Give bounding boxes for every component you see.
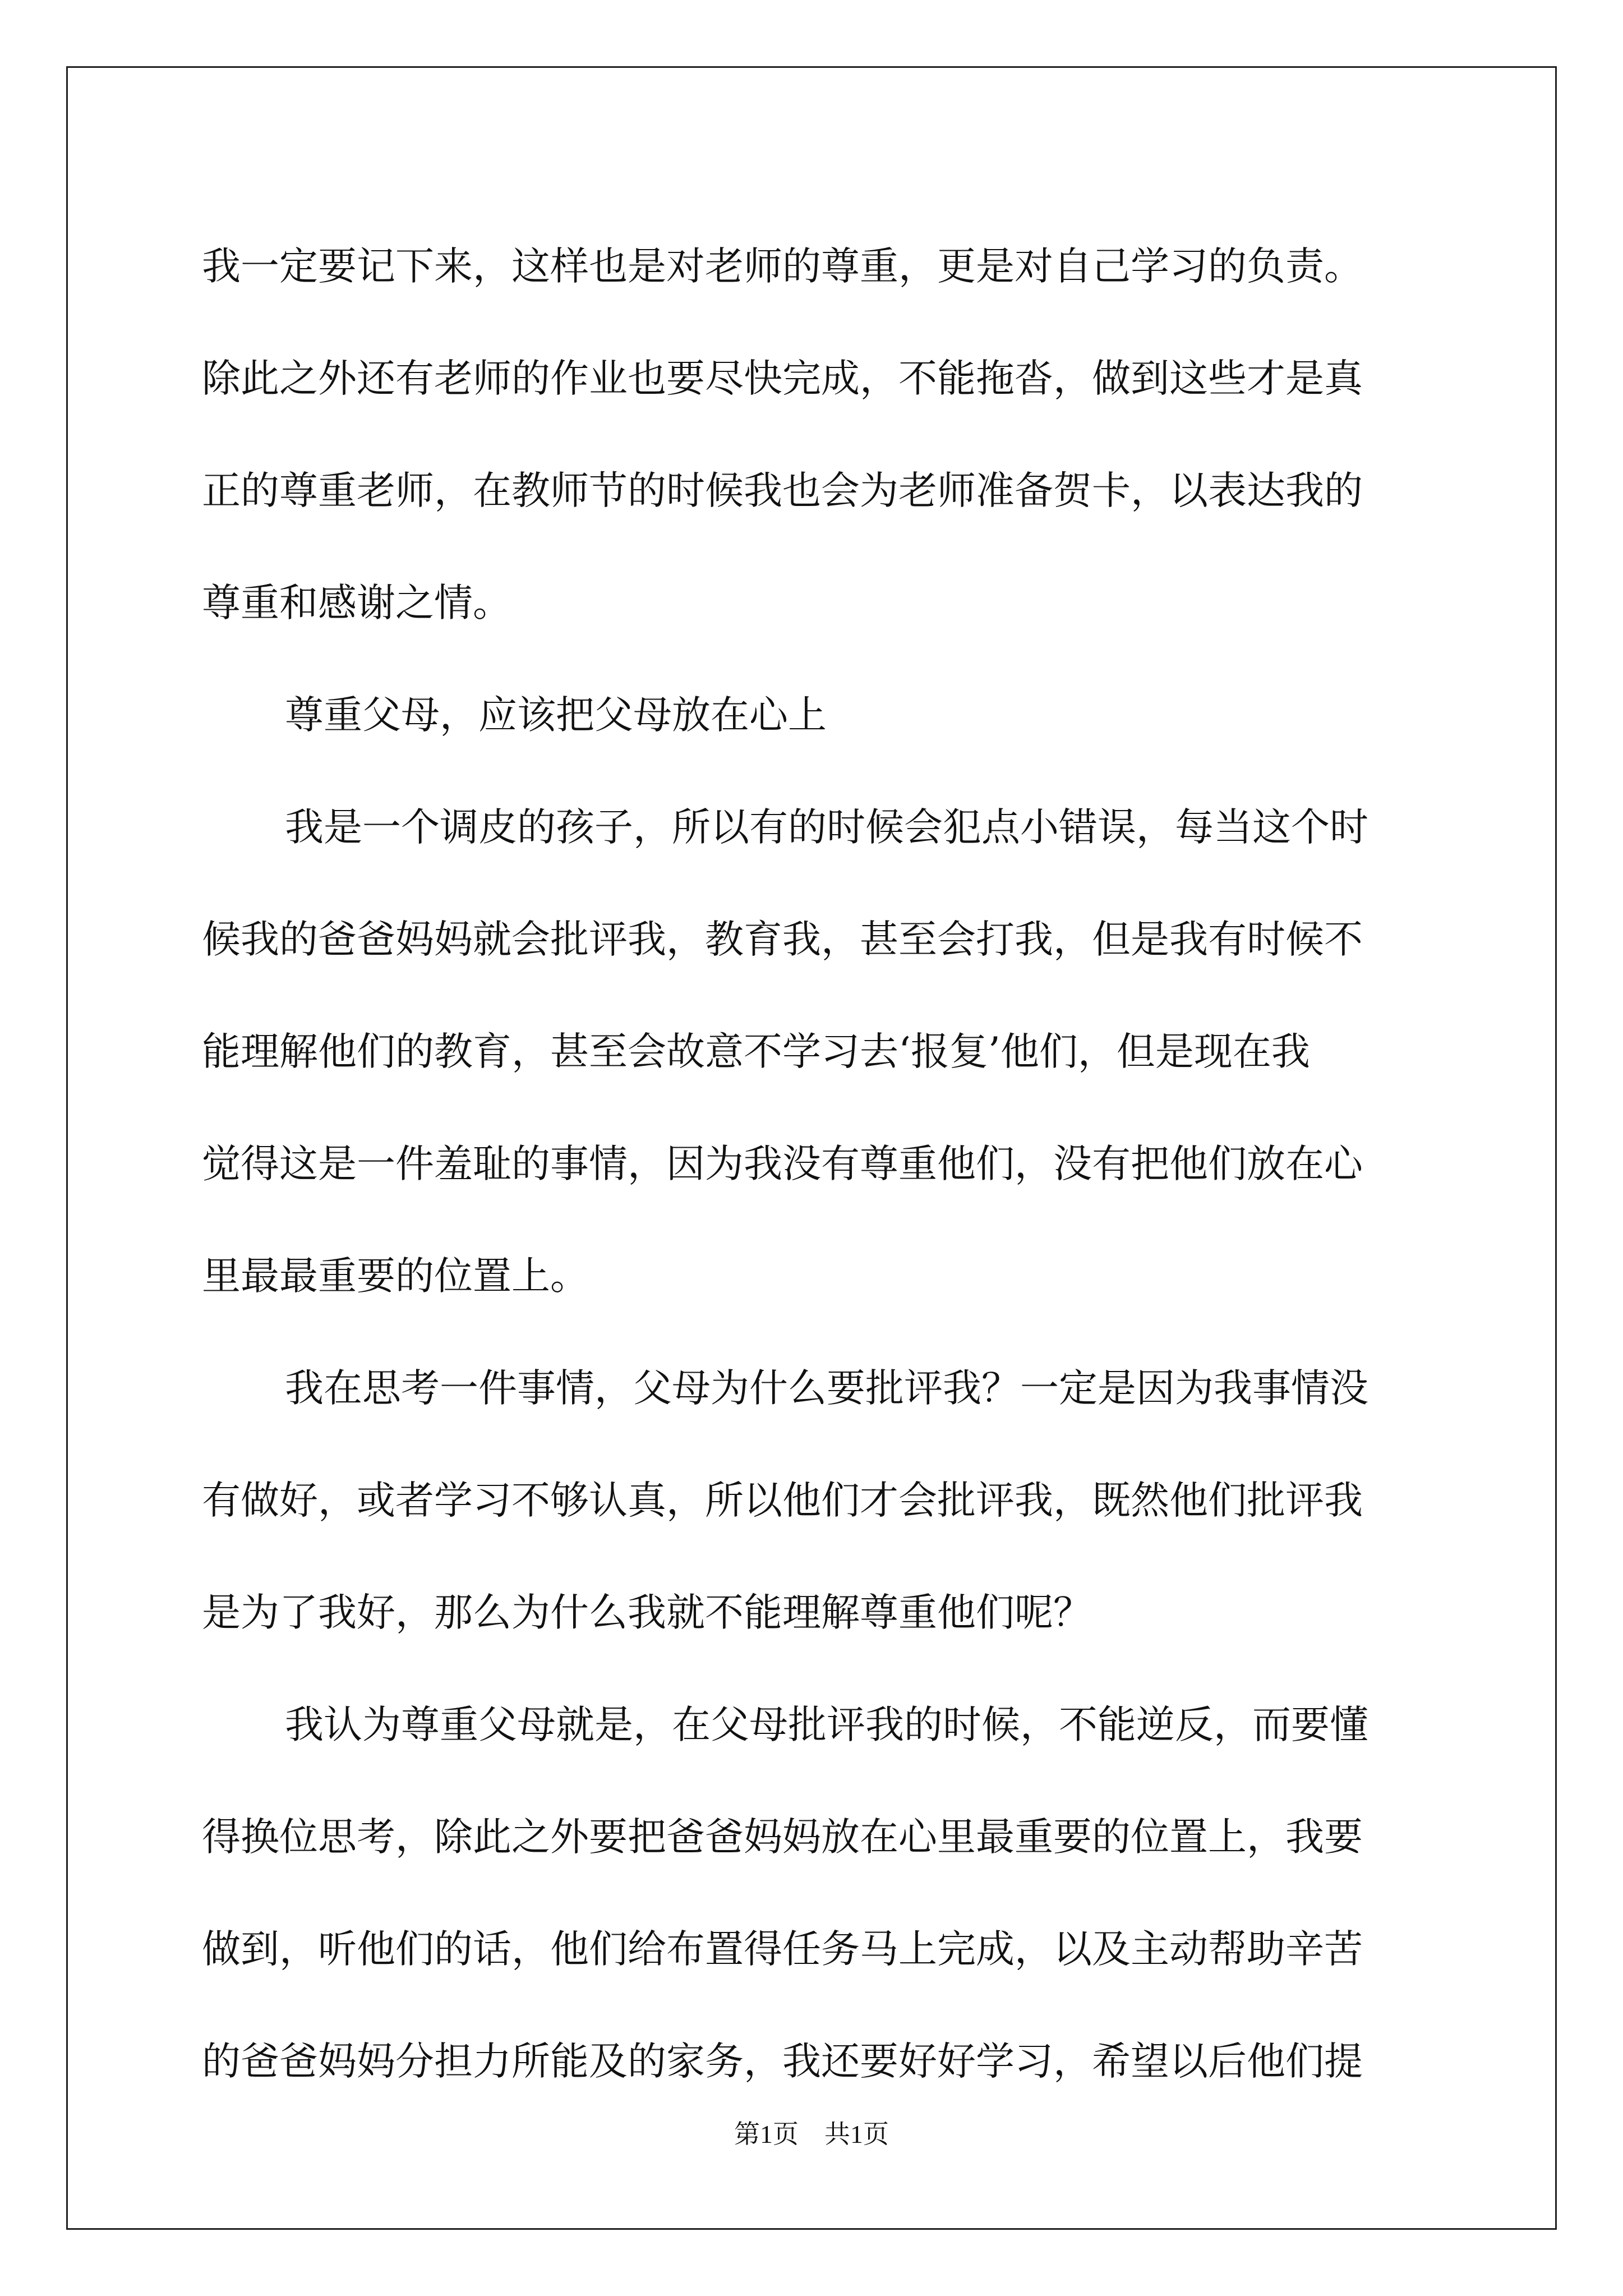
document-body [202, 210, 1436, 2118]
text-line: 我是一个调皮的孩子，所以有的时候会犯点小错误，每当这个时 [285, 805, 1368, 850]
text-line: 除此之外还有老师的作业也要尽快完成，不能拖沓，做到这些才是真 [202, 356, 1363, 401]
text-line: 我认为尊重父母就是，在父母批评我的时候，不能逆反，而要懂 [285, 1703, 1368, 1747]
text-line: 我在思考一件事情，父母为什么要批评我？一定是因为我事情没 [285, 1366, 1368, 1411]
text-line: 正的尊重老师，在教师节的时候我也会为老师准备贺卡，以表达我的 [202, 468, 1363, 513]
text-line: 有做好，或者学习不够认真，所以他们才会批评我，既然他们批评我 [202, 1478, 1363, 1523]
section-heading: 尊重父母，应该把父母放在心上 [285, 693, 827, 738]
text-line: 候我的爸爸妈妈就会批评我，教育我，甚至会打我，但是我有时候不 [202, 917, 1363, 962]
text-line: 能理解他们的教育，甚至会故意不学习去‘报复’他们，但是现在我 [202, 1029, 1310, 1074]
text-line: 里最最重要的位置上。 [202, 1254, 589, 1299]
text-line: 的爸爸妈妈分担力所能及的家务，我还要好好学习，希望以后他们提 [202, 2039, 1363, 2084]
text-line: 我一定要记下来，这样也是对老师的尊重，更是对自己学习的负责。 [202, 244, 1363, 289]
page-footer: 第1页 共1页 [734, 2120, 889, 2148]
text-line: 得换位思考，除此之外要把爸爸妈妈放在心里最重要的位置上，我要 [202, 1815, 1363, 1860]
text-line: 尊重和感谢之情。 [202, 581, 511, 625]
text-line: 做到，听他们的话，他们给布置得任务马上完成，以及主动帮助辛苦 [202, 1927, 1363, 1972]
text-line: 觉得这是一件羞耻的事情，因为我没有尊重他们，没有把他们放在心 [202, 1142, 1363, 1186]
text-line: 是为了我好，那么为什么我就不能理解尊重他们呢？ [202, 1590, 1092, 1635]
